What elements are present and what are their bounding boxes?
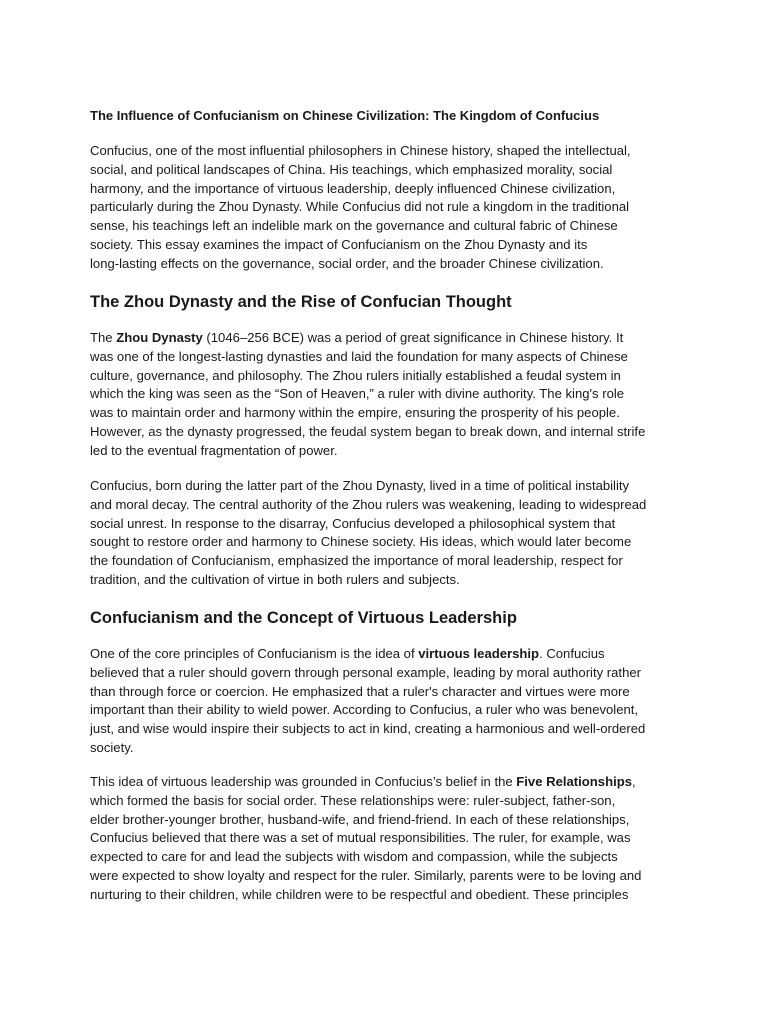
text-line: nurturing to their children, while children were to be respectful and obedient. These principles: [90, 886, 629, 902]
text-line: elder brother-younger brother, husband-wife, and friend-friend. In each of these relationships,: [90, 811, 630, 827]
text-line: long-lasting effects on the governance, social order, and the broader Chinese civilization.: [90, 255, 604, 271]
text-line: social, and political landscapes of China. His teachings, which emphasized morality, social: [90, 161, 613, 177]
text-line: just, and wise would inspire their subjects to act in kind, creating a harmonious and well-ordered: [90, 721, 646, 737]
text-run: This idea of virtuous leadership was grounded in Confucius’s belief in the: [90, 774, 517, 789]
text-line: However, as the dynasty progressed, the feudal system began to break down, and internal strife: [90, 423, 646, 439]
text-line: [90, 329, 682, 348]
bold-term-zhou-dynasty: Zhou Dynasty: [116, 330, 203, 345]
text-run: The: [90, 330, 117, 345]
text-line: harmony, and the importance of virtuous leadership, deeply influenced Chinese civilization,: [90, 180, 616, 196]
section-heading-zhou-dynasty: The Zhou Dynasty and the Rise of Confucian Thought: [90, 293, 512, 311]
text-run: . Confucius: [539, 646, 605, 661]
text-line: [90, 645, 682, 664]
text-line: tradition, and the cultivation of virtue in both rulers and subjects.: [90, 571, 460, 587]
document-title: The Influence of Confucianism on Chinese Civilization: The Kingdom of Confucius: [90, 108, 600, 123]
text-run: (1046–256 BCE) was a period of great significance in Chinese history. It: [202, 330, 624, 345]
text-run: ,: [632, 774, 636, 789]
text-line: culture, governance, and philosophy. The Zhou rulers initially established a feudal system in: [90, 367, 621, 383]
text-line: social unrest. In response to the disarray, Confucius developed a philosophical system that: [90, 515, 616, 531]
bold-term-virtuous-leadership: virtuous leadership: [418, 646, 540, 661]
text-line: was to maintain order and harmony within the empire, ensuring the prosperity of his people.: [90, 405, 620, 421]
text-line: which the king was seen as the “Son of Heaven,” a ruler with divine authority. The king's role: [90, 386, 625, 402]
text-line: Confucius believed that there was a set of mutual responsibilities. The ruler, for example, was: [90, 830, 631, 846]
text-line: [90, 773, 682, 792]
text-line: the foundation of Confucianism, emphasized the importance of moral leadership, respect for: [90, 553, 623, 569]
text-line: were expected to show loyalty and respect for the ruler. Similarly, parents were to be loving and: [90, 867, 642, 883]
text-line: was one of the longest-lasting dynasties and laid the foundation for many aspects of Chinese: [90, 348, 628, 364]
text-line: expected to care for and lead the subjects with wisdom and compassion, while the subjects: [90, 849, 618, 865]
text-run: One of the core principles of Confucianism is the idea of: [90, 646, 419, 661]
text-line: society.: [90, 739, 134, 755]
virtue-paragraph-2: [90, 773, 682, 905]
text-line: Confucius, born during the latter part of the Zhou Dynasty, lived in a time of political instability: [90, 478, 630, 493]
bold-term-five-relationships: Five Relationships: [516, 774, 632, 789]
zhou-paragraph-2: [90, 477, 682, 590]
text-line: important than their ability to wield power. According to Confucius, a ruler who was benevolent,: [90, 702, 639, 718]
text-line: than through force or coercion. He emphasized that a ruler's character and virtues were more: [90, 683, 630, 699]
text-line: society. This essay examines the impact of Confucianism on the Zhou Dynasty and its: [90, 236, 588, 252]
zhou-paragraph-1: [90, 329, 682, 461]
section-heading-virtuous-leadership: Confucianism and the Concept of Virtuous Leadership: [90, 609, 517, 627]
text-line: led to the eventual fragmentation of power.: [90, 442, 338, 458]
text-line: particularly during the Zhou Dynasty. While Confucius did not rule a kingdom in the traditional: [90, 199, 630, 215]
intro-paragraph: [90, 142, 682, 274]
text-line: sense, his teachings left an indelible mark on the governance and cultural fabric of Chinese: [90, 218, 618, 234]
virtue-paragraph-1: [90, 645, 682, 758]
text-line: sought to restore order and harmony to Chinese society. His ideas, which would later become: [90, 534, 632, 550]
text-line: believed that a ruler should govern through personal example, leading by moral authority rather: [90, 664, 641, 680]
text-line: which formed the basis for social order. These relationships were: ruler-subject, father-son,: [90, 792, 616, 808]
text-line: Confucius, one of the most influential philosophers in Chinese history, shaped the intellectual,: [90, 143, 631, 158]
text-line: and moral decay. The central authority of the Zhou rulers was weakening, leading to widespread: [90, 496, 647, 512]
